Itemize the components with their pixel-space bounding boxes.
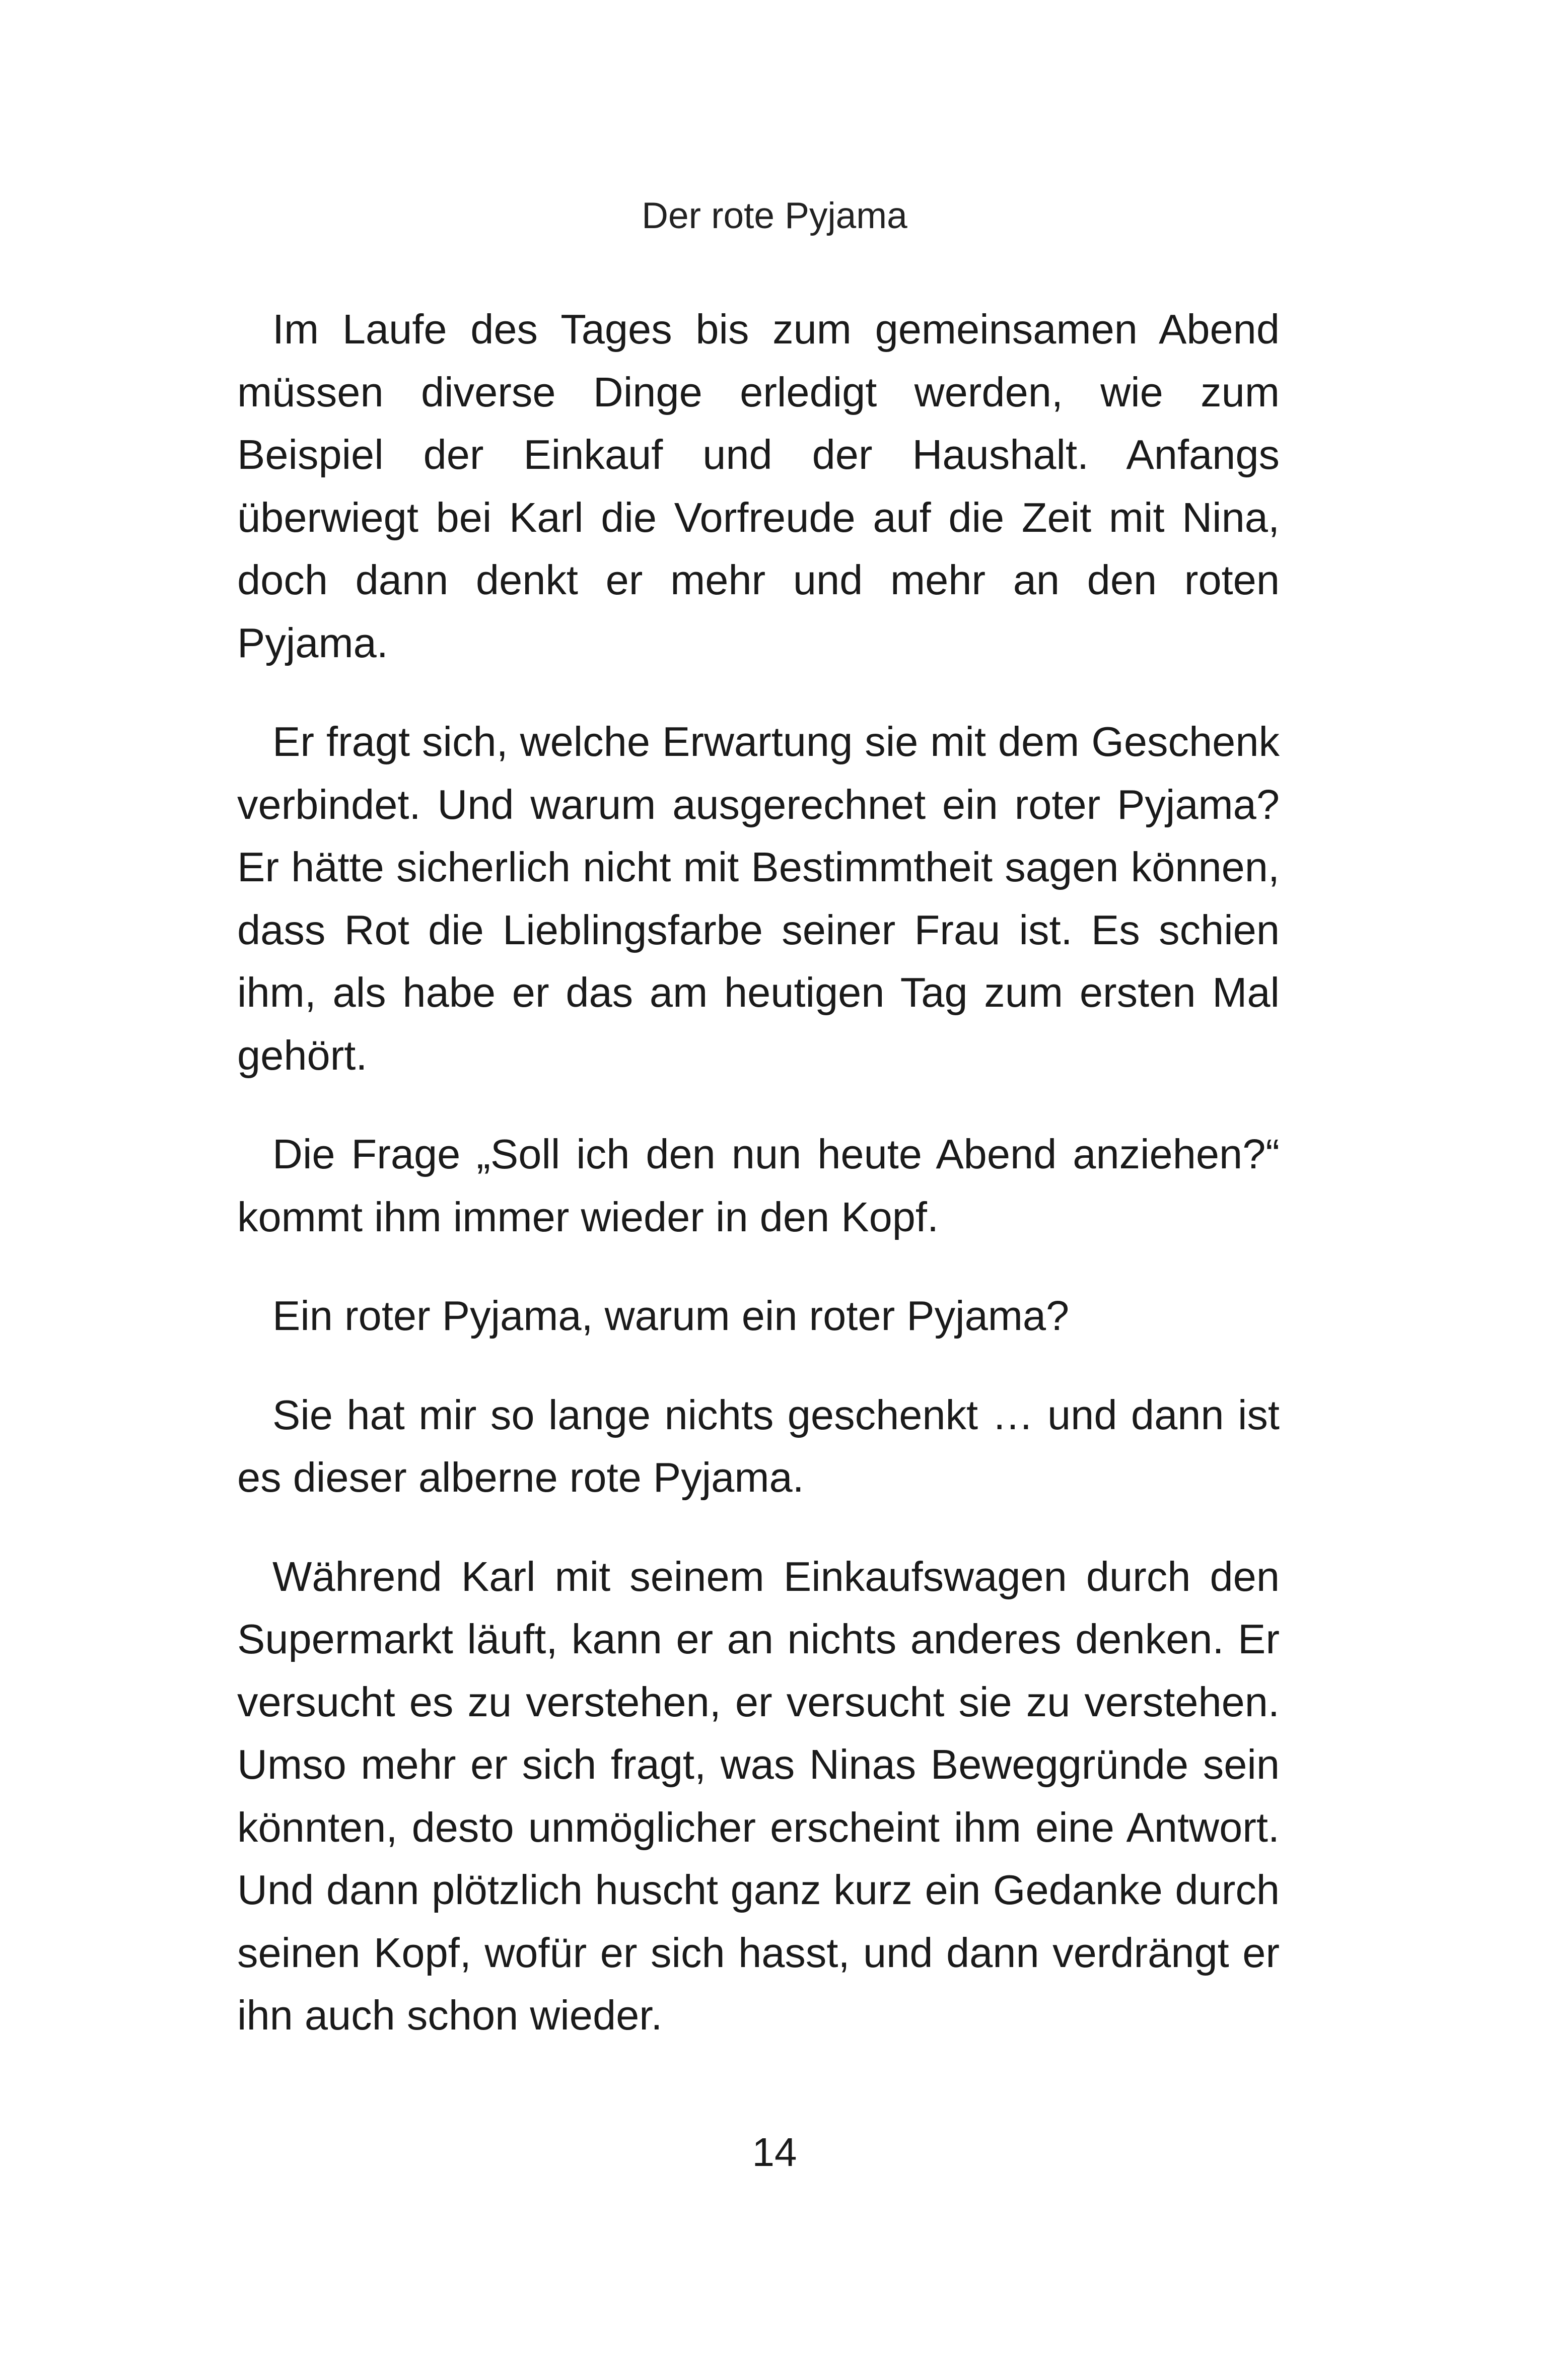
paragraph: Während Karl mit seinem Einkaufswagen durch den Supermarkt läuft, kann er an nichts anderes denken. Er versucht es zu verstehen, er versucht sie zu verstehen. Umso mehr er sich fragt, was Ninas Beweggründe sein könnten, desto unmöglicher erscheint ihm eine Antwort. Und dann plötzlich huscht ganz kurz ein Gedanke durch seinen Kopf, wofür er sich hasst, und dann verdrängt er ihn auch schon wieder.: [237, 1553, 1280, 2039]
paragraph: Die Frage „Soll ich den nun heute Abend anziehen?“ kommt ihm immer wieder in den Kopf.: [237, 1131, 1280, 1240]
page-number: 14: [752, 2130, 797, 2175]
body-text: [237, 298, 1280, 2047]
paragraph: Ein roter Pyjama, warum ein roter Pyjama?: [272, 1292, 1070, 1339]
paragraph: Er fragt sich, welche Erwartung sie mit dem Geschenk verbindet. Und warum ausgerechnet ein roter Pyjama? Er hätte sicherlich nicht mit Bestimmtheit sagen können, dass Rot die Lieblingsfarbe seiner Frau ist. Es schien ihm, als habe er das am heutigen Tag zum ersten Mal gehört.: [237, 718, 1280, 1079]
running-header-title: Der rote Pyjama: [642, 195, 907, 236]
paragraph: Im Laufe des Tages bis zum gemeinsamen Abend müssen diverse Dinge erledigt werden, wie zum Beispiel der Einkauf und der Haushalt. Anfangs überwiegt bei Karl die Vorfreude auf die Zeit mit Nina, doch dann denkt er mehr und mehr an den roten Pyjama.: [237, 306, 1280, 666]
paragraph: Sie hat mir so lange nichts geschenkt … und dann ist es dieser alberne rote Pyjama.: [237, 1391, 1280, 1501]
